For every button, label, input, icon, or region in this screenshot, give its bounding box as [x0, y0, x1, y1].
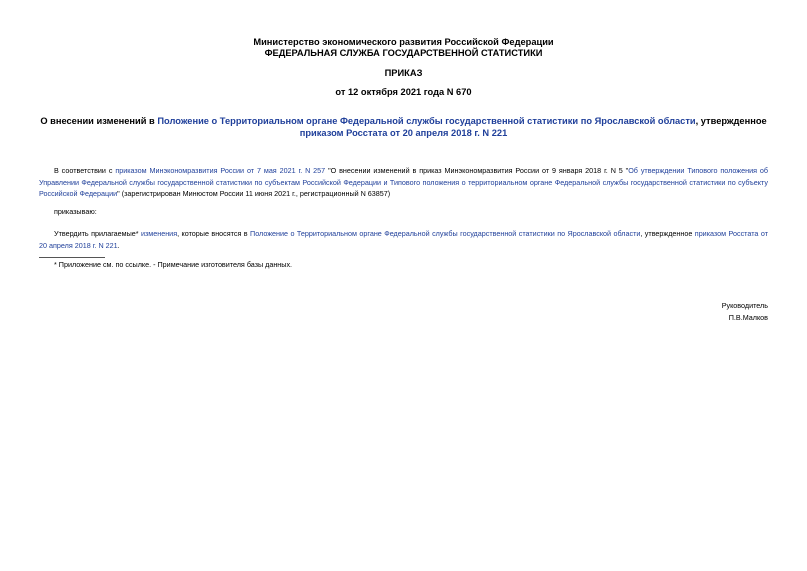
basis-suffix: " (зарегистрирован Минюстом России 11 июня 2021 г., регистрационный N 63857) [117, 189, 391, 198]
approve-middle1: , которые вносятся в [177, 229, 251, 238]
ministry-name: Министерство экономического развития Российской Федерации [253, 37, 554, 47]
approve-prefix: Утвердить прилагаемые* [54, 229, 141, 238]
title-link-order[interactable]: приказом Росстата от 20 апреля 2018 г. N 221 [299, 128, 508, 138]
title-link-regulation[interactable]: Положение о Территориальном органе Федеральной службы государственной статистики по Ярославской области [157, 116, 696, 126]
footnote: * Приложение см. по ссылке. - Примечание изготовителя базы данных. [54, 260, 293, 269]
basis-link-order-257[interactable]: приказом Минэкономразвития России от 7 мая 2021 г. N 257 [115, 166, 326, 175]
footnote-divider [39, 257, 105, 258]
basis-paragraph [39, 165, 768, 200]
approve-link-order-221[interactable]: приказом Росстата от 20 апреля 2018 г. N 221 [39, 229, 768, 250]
basis-link-typical-regulation[interactable]: Об утверждении Типового положения об Управлении Федеральной службы государственной статистики по субъектам Российской Федерации и Типового положения о территориальном органе Федеральной службы государственной статистики по субъекту Российской Федерации [39, 166, 768, 198]
approve-link-changes[interactable]: изменения [141, 229, 178, 238]
approve-suffix: . [117, 240, 120, 250]
signature-name: П.В.Малков [728, 313, 768, 322]
service-name: ФЕДЕРАЛЬНАЯ СЛУЖБА ГОСУДАРСТВЕННОЙ СТАТИСТИКИ [264, 48, 543, 58]
title-prefix: О внесении изменений в [40, 116, 158, 126]
title-middle: , утвержденное [695, 116, 767, 126]
doc-type: ПРИКАЗ [384, 68, 423, 78]
doc-title [40, 115, 767, 139]
basis-prefix: В соответствии с [54, 166, 116, 175]
signature-position: Руководитель [721, 301, 768, 310]
order-word: приказываю: [54, 207, 97, 216]
basis-middle: "О внесении изменений в приказ Минэкономразвития России от 9 января 2018 г. N 5 " [325, 166, 629, 175]
approve-middle2: , утвержденное [640, 229, 695, 238]
approve-paragraph [39, 228, 768, 251]
doc-date: от 12 октября 2021 года N 670 [335, 87, 472, 97]
approve-link-regulation[interactable]: Положение о Территориальном органе Федеральной службы государственной статистики по Ярославской области [250, 229, 641, 238]
